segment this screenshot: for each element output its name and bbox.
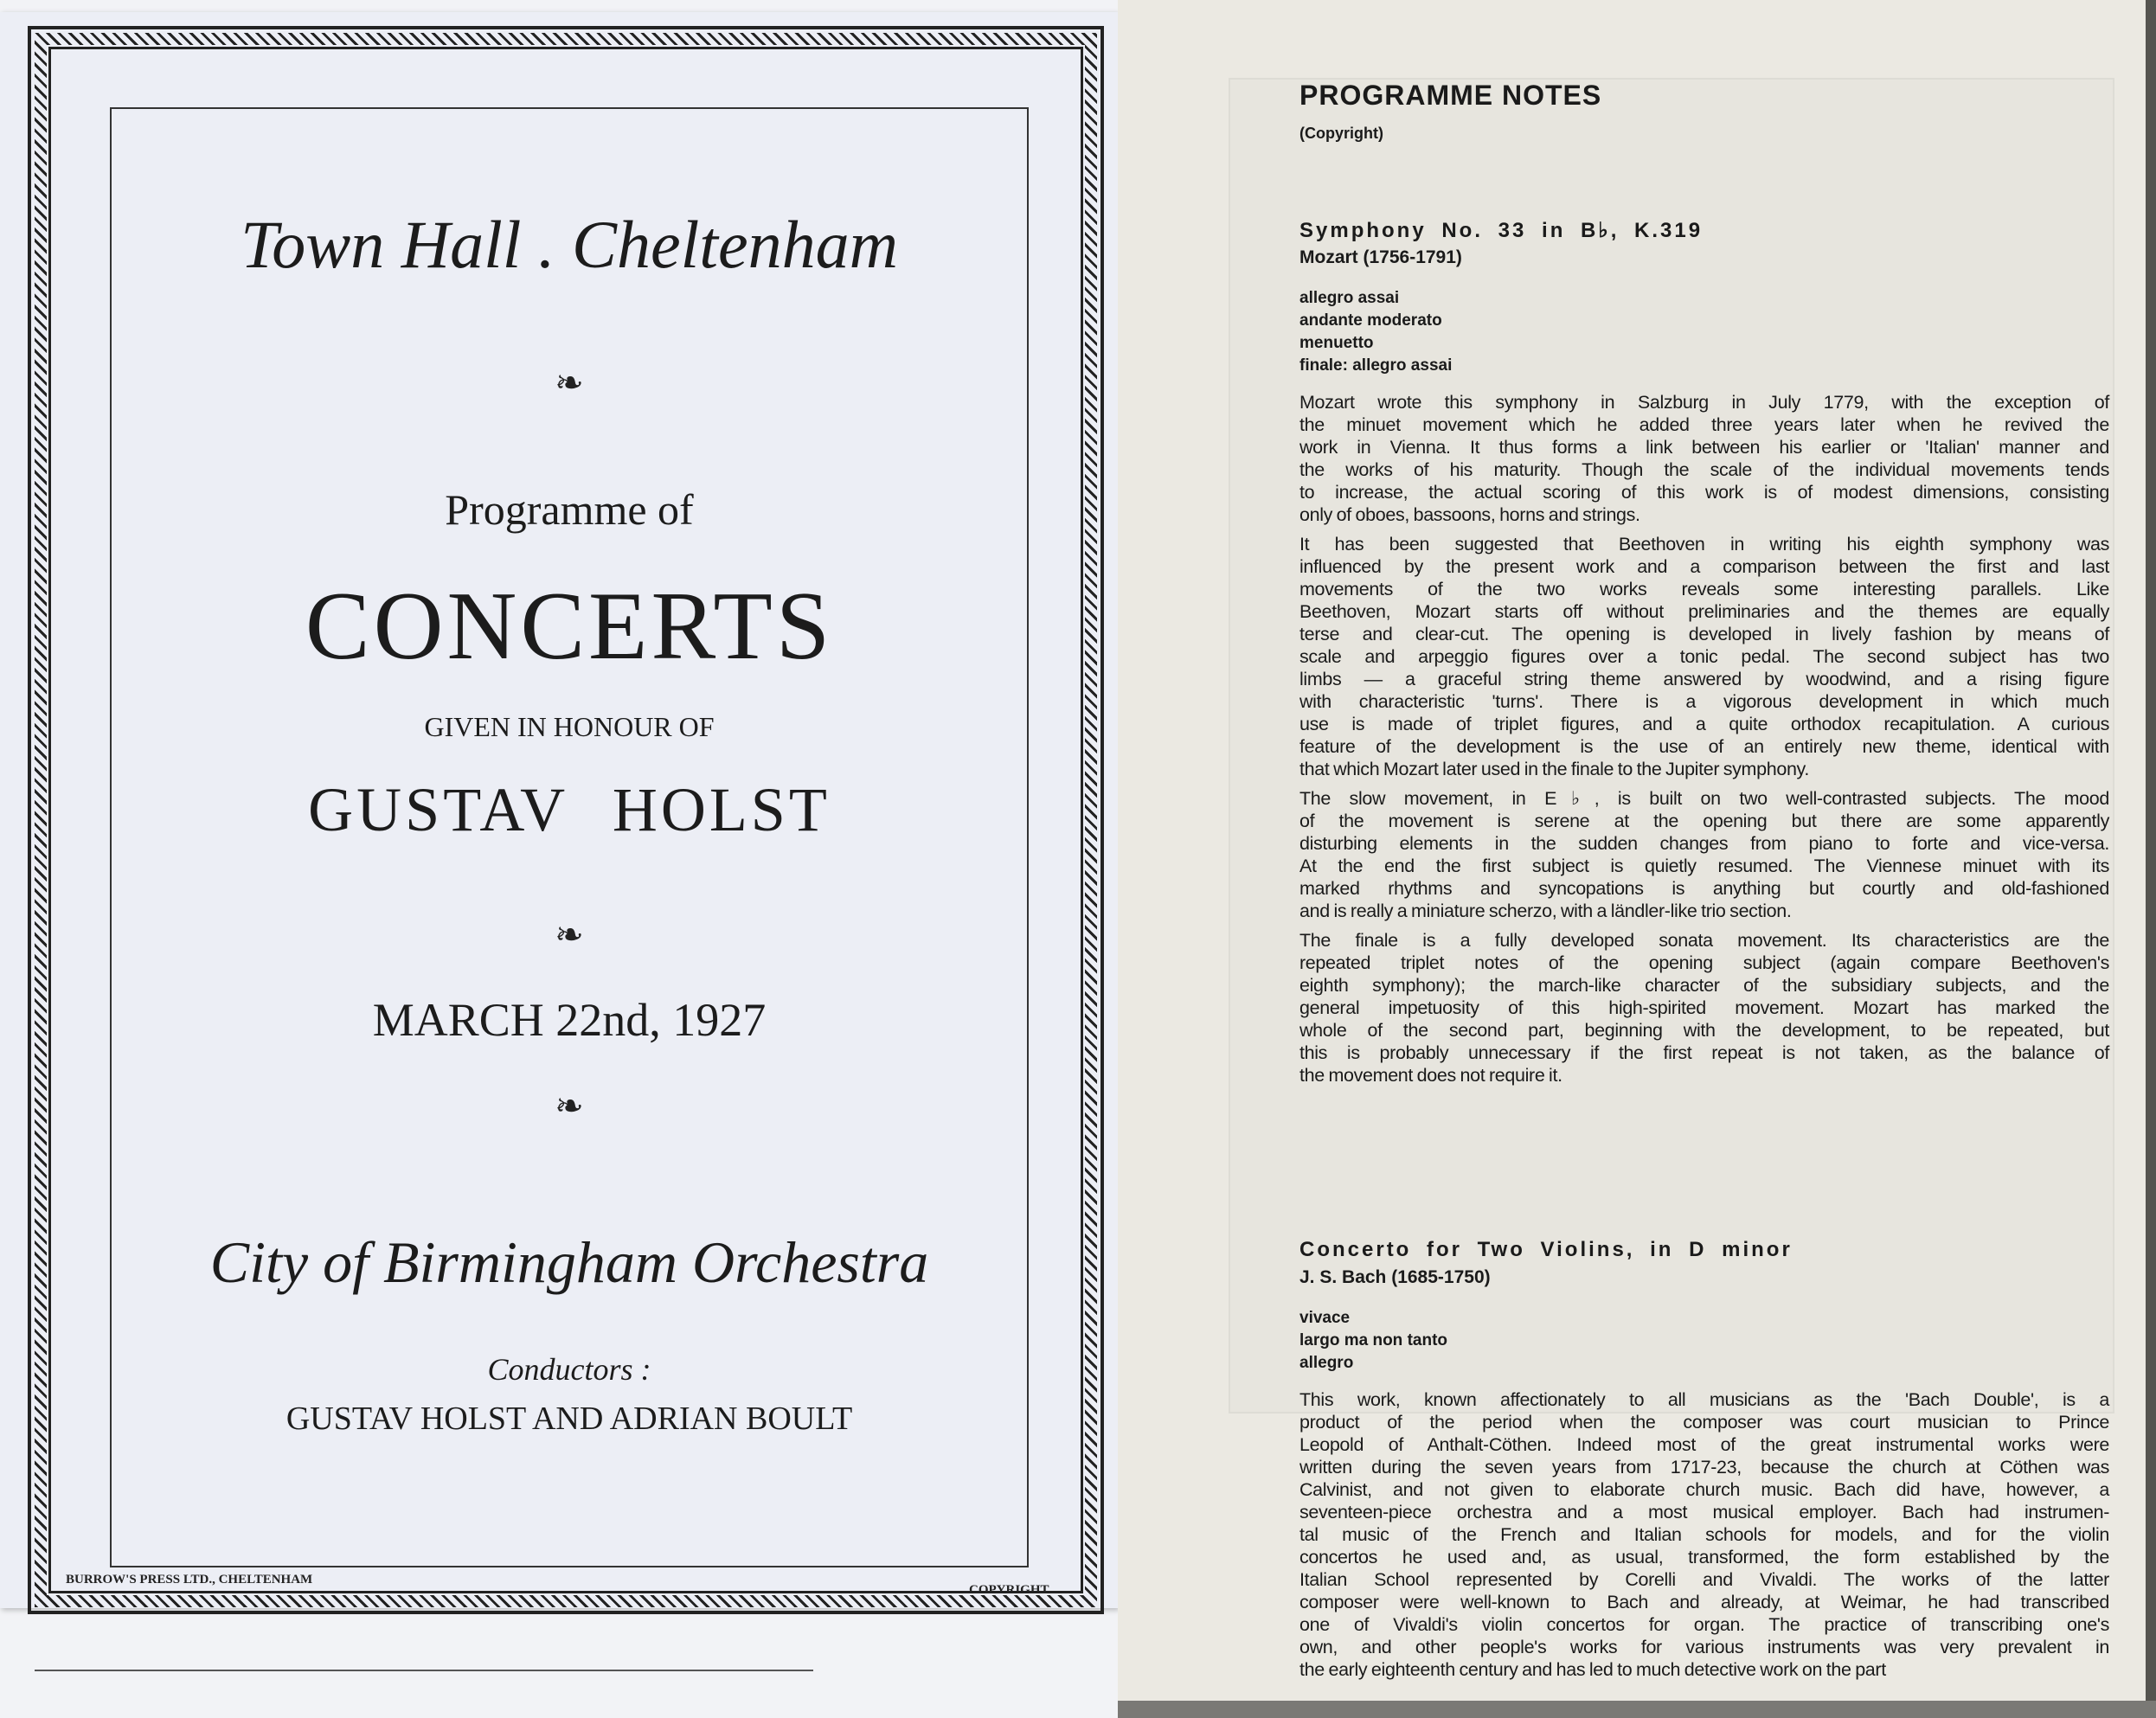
text-line: the works of his maturity. Though the scale of the individual movements tends [1299,459,2109,480]
text-line: The slow movement, in E♭, is built on two well-contrasted subjects. The mood [1299,788,2109,809]
movement: finale: allegro assai [1299,356,1453,375]
paragraph [1299,787,2109,922]
venue-line: Town Hall . Cheltenham [241,207,898,282]
text-line: This work, known affectionately to all musicians as the 'Bach Double', is a [1299,1389,2109,1410]
ruled-line [35,1670,813,1671]
movement: largo ma non tanto [1299,1331,1447,1349]
page-edge [2146,0,2156,1718]
movement: allegro assai [1299,289,1400,307]
orchestra-name: City of Birmingham Orchestra [209,1229,929,1295]
movement: allegro [1299,1354,1354,1372]
text-line: work in Vienna. It thus forms a link between his earlier or 'Italian' manner and [1299,437,2109,458]
text-line: concertos he used and, as usual, transformed, the form established by the [1299,1547,2109,1567]
text-line: disturbing elements in the sudden changes from piano to forte and vice-versa. [1299,833,2109,854]
text-line: It has been suggested that Beethoven in writing his eighth symphony was [1299,534,2109,555]
page-edge-bottom [1118,1701,2156,1718]
printer-credit: BURROW'S PRESS LTD., CHELTENHAM [66,1573,313,1587]
text-line: general impetuosity of this high-spirited movement. Mozart has marked the [1299,997,2109,1018]
honoree-name: GUSTAV HOLST [308,775,831,844]
text-line: Mozart wrote this symphony in Salzburg in July 1779, with the exception of [1299,392,2109,413]
text-line: Leopold of Anthalt-Cöthen. Indeed most of the great instrumental works were [1299,1434,2109,1455]
text-line: only of oboes, bassoons, horns and strings. [1299,504,1640,525]
notes-copyright: (Copyright) [1299,125,1383,142]
page-heading: PROGRAMME NOTES [1299,80,1602,111]
text-line: Calvinist, and not given to elaborate church music. Bach did have, however, a [1299,1479,2109,1500]
text-line: to increase, the actual scoring of this work is of modest dimensions, consisting [1299,482,2109,503]
text-line: terse and clear-cut. The opening is developed in lively fashion by means of [1299,624,2109,644]
conductors-names: GUSTAV HOLST AND ADRIAN BOULT [286,1401,853,1437]
given-in-honour: GIVEN IN HONOUR OF [424,711,715,742]
text-line: own, and other people's works for various instruments was very prevalent in [1299,1637,2109,1657]
ornament-icon: ❧ [555,364,584,402]
movement: andante moderato [1299,311,1442,330]
text-line: the movement does not require it. [1299,1065,1562,1086]
concerts-title: CONCERTS [305,573,834,680]
text-line: one of Vivaldi's violin concertos for organ. The practice of transcribing one's [1299,1614,2109,1635]
text-line: the early eighteenth century and has led to much detective work on the part [1299,1659,1886,1680]
text-line: use is made of triplet figures, and a quite orthodox recapitulation. A curious [1299,714,2109,734]
paragraph [1299,533,2109,780]
work-composer: J. S. Bach (1685-1750) [1299,1267,1491,1287]
work-section [1299,218,2109,1093]
text-line: feature of the development is the use of an entirely new theme, identical with [1299,736,2109,757]
work-title: Concerto for Two Violins, in D minor [1299,1238,1793,1261]
text-line: Beethoven, Mozart starts off without preliminaries and the themes are equally [1299,601,2109,622]
text-line: limbs — a graceful string theme answered by woodwind, and a rising figure [1299,669,2109,689]
programme-of: Programme of [445,485,694,534]
text-line: written during the seven years from 1717-23, because the church at Cöthen was [1299,1457,2109,1478]
text-line: whole of the second part, beginning with the development, to be repeated, but [1299,1020,2109,1041]
text-line: this is probably unnecessary if the first repeat is not taken, as the balance of [1299,1042,2109,1063]
text-line: movements of the two works reveals some interesting parallels. Like [1299,579,2109,599]
cover-copyright: COPYRIGHT [969,1583,1049,1597]
concert-date: MARCH 22nd, 1927 [372,994,767,1046]
ornament-icon: ❧ [555,1087,584,1125]
paragraph [1299,929,2109,1087]
conductors-label: Conductors : [487,1352,651,1387]
text-line: tal music of the French and Italian schools for models, and for the violin [1299,1524,2109,1545]
text-line: Italian School represented by Corelli and Vivaldi. The works of the latter [1299,1569,2109,1590]
ornament-icon: ❧ [555,916,584,954]
text-line: with characteristic 'turns'. There is a vigorous development in which much [1299,691,2109,712]
text-line: of the movement is serene at the opening but there are some apparently [1299,811,2109,831]
work-composer: Mozart (1756-1791) [1299,247,1462,267]
text-line: product of the period when the composer was court musician to Prince [1299,1412,2109,1433]
work-section [1299,1238,2109,1688]
text-line: repeated triplet notes of the opening subject (again compare Beethoven's [1299,952,2109,973]
text-line: At the end the first subject is quietly resumed. The Viennese minuet with its [1299,856,2109,876]
text-line: The finale is a fully developed sonata movement. Its characteristics are the [1299,930,2109,951]
movement: menuetto [1299,334,1374,352]
movement: vivace [1299,1309,1351,1327]
text-line: and is really a miniature scherzo, with a ländler-like trio section. [1299,901,1792,921]
text-line: the minuet movement which he added three years later when he revived the [1299,414,2109,435]
text-line: influenced by the present work and a comparison between the first and last [1299,556,2109,577]
text-line: seventeen-piece orchestra and a most musical employer. Bach had instrumen- [1299,1502,2109,1522]
paragraph [1299,1388,2109,1681]
text-line: composer were well-known to Bach and already, at Weimar, he had transcribed [1299,1592,2109,1612]
work-title: Symphony No. 33 in B♭, K.319 [1299,219,1704,242]
text-line: eighth symphony); the march-like character of the subsidiary subjects, and the [1299,975,2109,996]
paragraph [1299,391,2109,526]
text-line: marked rhythms and syncopations is anything but courtly and old-fashioned [1299,878,2109,899]
text-line: scale and arpeggio figures over a tonic pedal. The second subject has two [1299,646,2109,667]
text-line: that which Mozart later used in the finale to the Jupiter symphony. [1299,759,1809,779]
